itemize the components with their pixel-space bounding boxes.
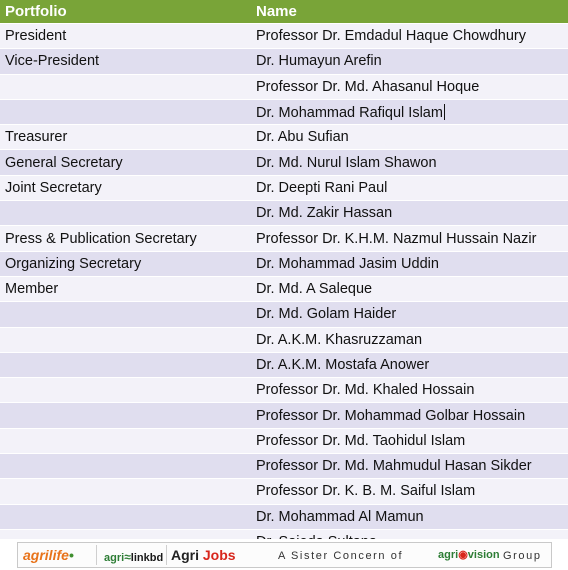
divider (96, 545, 97, 565)
portfolio-cell: Joint Secretary (0, 175, 250, 200)
name-cell[interactable] (250, 125, 568, 150)
sister-concern-text: A Sister Concern of (278, 550, 404, 562)
name-cell[interactable] (250, 378, 568, 403)
portfolio-cell: Treasurer (0, 125, 250, 150)
name-text: Dr. Humayun Arefin (256, 53, 382, 70)
name-cell[interactable] (250, 150, 568, 175)
name-cell[interactable] (250, 201, 568, 226)
portfolio-cell (0, 378, 250, 403)
name-cell[interactable] (250, 24, 568, 49)
table-row (0, 24, 568, 49)
name-text: Dr. Md. Golam Haider (256, 306, 397, 323)
table-body (0, 24, 568, 555)
table-row (0, 378, 568, 403)
name-text: Professor Dr. Mohammad Golbar Hossain (256, 407, 526, 424)
sponsor-footer (0, 539, 568, 570)
portfolio-cell: Press & Publication Secretary (0, 226, 250, 251)
table-row (0, 479, 568, 504)
divider (166, 545, 167, 565)
table-row (0, 302, 568, 327)
portfolio-cell (0, 403, 250, 428)
table-row (0, 201, 568, 226)
agrilife-logo-text: agrilife (23, 547, 69, 563)
name-cell[interactable] (250, 302, 568, 327)
portfolio-cell (0, 454, 250, 479)
portfolio-cell (0, 479, 250, 504)
name-cell[interactable] (250, 327, 568, 352)
name-text: Dr. Md. Nurul Islam Shawon (256, 154, 437, 171)
name-cell[interactable] (250, 276, 568, 301)
sponsor-banner (17, 542, 552, 568)
leaf-icon: • (68, 547, 74, 563)
table-row (0, 403, 568, 428)
name-cell[interactable] (250, 99, 568, 124)
table-row (0, 175, 568, 200)
table-row (0, 74, 568, 99)
table-row (0, 276, 568, 301)
table-row (0, 251, 568, 276)
table-row (0, 125, 568, 150)
name-text: Dr. A.K.M. Mostafa Anower (256, 357, 430, 373)
portfolio-cell: General Secretary (0, 150, 250, 175)
agri-jobs-logo[interactable] (171, 547, 236, 563)
agri-linkbd-logo-suffix: linkbd (130, 552, 164, 564)
table-row (0, 352, 568, 377)
name-text: Dr. Md. A Saleque (256, 281, 373, 298)
name-text: Dr. Mohammad Al Mamun (256, 508, 424, 525)
portfolio-column-header: Portfolio (0, 0, 250, 24)
agri-jobs-logo-prefix: Agri (171, 547, 199, 563)
name-text: Dr. Md. Zakir Hassan (256, 205, 393, 222)
table-row (0, 327, 568, 352)
name-text: Professor Dr. Emdadul Haque Chowdhury (256, 28, 526, 45)
table-row (0, 226, 568, 251)
wifi-icon: ≈ (124, 550, 131, 564)
name-cell[interactable] (250, 226, 568, 251)
name-column-header: Name (250, 0, 568, 24)
name-cell[interactable] (250, 251, 568, 276)
portfolio-cell (0, 504, 250, 529)
name-text: Professor Dr. Md. Mahmudul Hasan Sikder (256, 458, 532, 475)
name-cell[interactable] (250, 49, 568, 74)
portfolio-cell: President (0, 24, 250, 49)
agri-linkbd-logo-prefix: agri (104, 552, 125, 564)
name-text: Professor Dr. K. B. M. Saiful Islam (256, 483, 476, 500)
name-cell[interactable] (250, 352, 568, 377)
name-text: Professor Dr. Md. Taohidul Islam (256, 432, 466, 449)
portfolio-cell: Member (0, 276, 250, 301)
portfolio-cell: Organizing Secretary (0, 251, 250, 276)
portfolio-cell: Vice-President (0, 49, 250, 74)
agri-vision-logo-suffix: vision (467, 549, 500, 561)
name-cell[interactable] (250, 504, 568, 529)
portfolio-cell (0, 99, 250, 124)
name-text: Dr. A.K.M. Khasruzzaman (256, 331, 423, 348)
name-cell[interactable] (250, 74, 568, 99)
name-cell[interactable] (250, 479, 568, 504)
name-cell[interactable] (250, 428, 568, 453)
portfolio-cell (0, 352, 250, 377)
text-cursor (444, 104, 445, 120)
name-cell[interactable] (250, 175, 568, 200)
agri-jobs-logo-suffix: Jobs (202, 547, 236, 563)
group-text: Group (503, 550, 542, 562)
name-text: Dr. Abu Sufian (256, 129, 349, 146)
portfolio-cell (0, 201, 250, 226)
agri-linkbd-logo[interactable] (104, 549, 163, 566)
table-row (0, 454, 568, 479)
table-row (0, 49, 568, 74)
portfolio-cell (0, 327, 250, 352)
portfolio-cell (0, 302, 250, 327)
portfolio-cell (0, 74, 250, 99)
agrilife-logo[interactable] (23, 547, 74, 563)
agri-vision-logo[interactable] (438, 547, 500, 563)
name-text: Professor Dr. Md. Ahasanul Hoque (256, 78, 480, 95)
table-row (0, 150, 568, 175)
name-cell[interactable] (250, 403, 568, 428)
name-cell[interactable] (250, 454, 568, 479)
table-row (0, 428, 568, 453)
name-text: Professor Dr. K.H.M. Nazmul Hussain Nazir (256, 230, 537, 247)
table-header-row (0, 0, 568, 24)
table-row (0, 99, 568, 124)
portfolio-cell (0, 428, 250, 453)
name-text: Dr. Deepti Rani Paul (256, 179, 388, 196)
name-text: Professor Dr. Md. Khaled Hossain (256, 382, 475, 399)
table-row (0, 504, 568, 529)
name-text: Dr. Mohammad Rafiqul Islam (256, 104, 443, 121)
eye-icon: ◉ (458, 549, 468, 561)
agri-vision-logo-prefix: agri (438, 549, 459, 561)
name-text: Dr. Mohammad Jasim Uddin (256, 255, 439, 272)
